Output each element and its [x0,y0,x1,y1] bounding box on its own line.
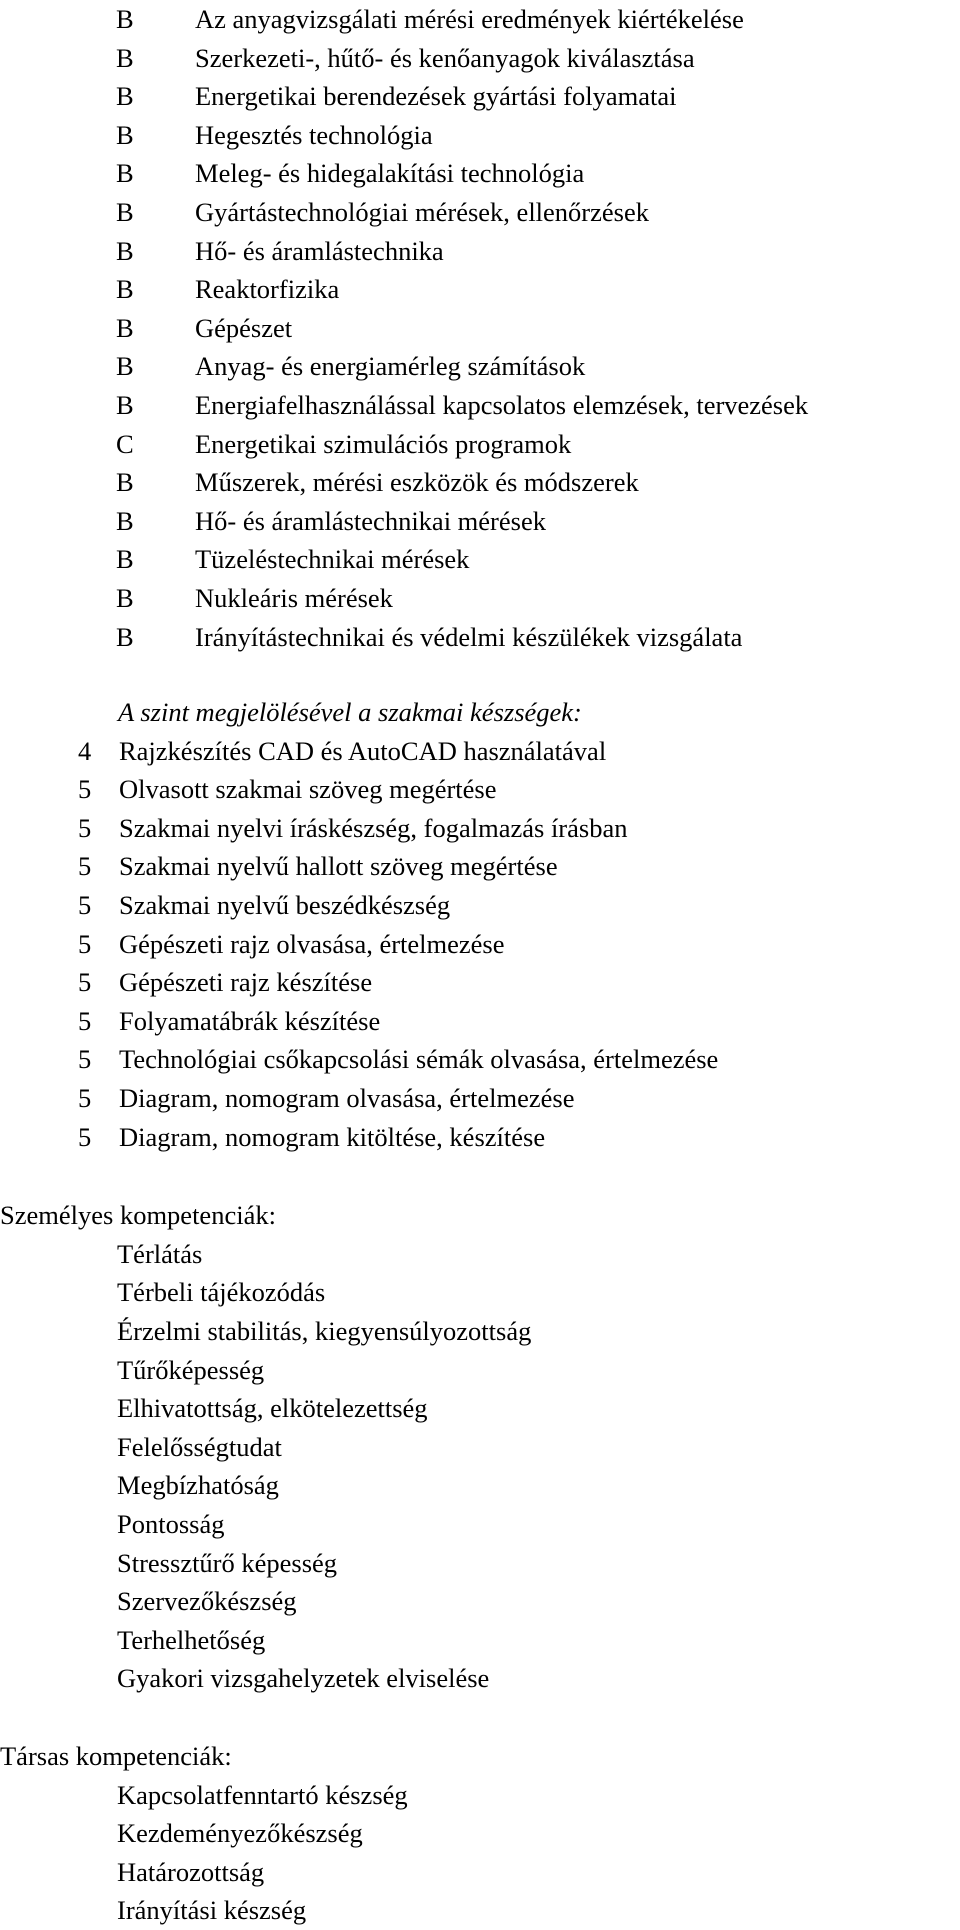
skill-label: Technológiai csőkapcsolási sémák olvasása, értelmezése [119,1044,719,1075]
knowledge-label: Irányítástechnikai és védelmi készülékek vizsgálata [195,621,743,652]
knowledge-label: Műszerek, mérési eszközök és módszerek [195,467,639,498]
knowledge-level: B [116,81,134,112]
knowledge-row [116,232,960,271]
knowledge-level: B [116,351,134,382]
skill-row [0,1040,960,1079]
knowledge-label: Energetikai szimulációs programok [195,428,572,459]
knowledge-row [116,270,960,309]
skill-level: 5 [78,890,92,921]
skill-level: 5 [78,967,92,998]
skill-row [0,770,960,809]
knowledge-level: B [116,467,134,498]
personal-competence-item: Megbízhatóság [117,1470,279,1501]
knowledge-level: C [116,428,134,459]
knowledge-label: Meleg- és hidegalakítási technológia [195,158,585,189]
personal-competence-item: Szervezőkészség [117,1586,297,1617]
social-competence-item: Irányítási készség [117,1895,307,1926]
personal-competence-item: Elhivatottság, elkötelezettség [117,1393,428,1424]
skill-label: Folyamatábrák készítése [119,1005,381,1036]
skill-row [0,1079,960,1118]
knowledge-label: Hegesztés technológia [195,119,433,150]
personal-competence-item: Tűrőképesség [117,1354,265,1385]
social-competence-item: Határozottság [117,1856,265,1887]
knowledge-list [116,0,960,656]
skill-label: Gépészeti rajz olvasása, értelmezése [119,928,505,959]
knowledge-label: Anyag- és energiamérleg számítások [195,351,586,382]
knowledge-level: B [116,389,134,420]
skill-level: 5 [78,851,92,882]
skill-label: Gépészeti rajz készítése [119,967,373,998]
personal-competences-heading: Személyes kompetenciák: [0,1200,276,1231]
knowledge-level: B [116,42,134,73]
knowledge-label: Energetikai berendezések gyártási folyamatai [195,81,677,112]
skill-label: Olvasott szakmai szöveg megértése [119,774,497,805]
social-competence-item: Kezdeményezőkészség [117,1818,363,1849]
knowledge-level: B [116,196,134,227]
knowledge-label: Hő- és áramlástechnikai mérések [195,505,546,536]
skills-heading: A szint megjelölésével a szakmai készségek: [118,697,582,728]
knowledge-row [116,579,960,618]
knowledge-row [116,386,960,425]
knowledge-level: B [116,505,134,536]
skill-label: Szakmai nyelvi íráskészség, fogalmazás írásban [119,812,628,843]
knowledge-level: B [116,4,134,34]
social-competences-heading: Társas kompetenciák: [0,1740,232,1771]
knowledge-row [116,618,960,657]
knowledge-label: Energiafelhasználással kapcsolatos elemzések, tervezések [195,389,809,420]
knowledge-label: Gépészet [195,312,293,343]
knowledge-row [116,116,960,155]
skill-level: 5 [78,1083,92,1114]
skill-level: 5 [78,812,92,843]
skill-level: 5 [78,928,92,959]
personal-competence-item: Érzelmi stabilitás, kiegyensúlyozottság [117,1316,532,1346]
skill-label: Diagram, nomogram kitöltése, készítése [119,1121,546,1152]
skill-label: Diagram, nomogram olvasása, értelmezése [119,1083,575,1114]
personal-competence-item: Felelősségtudat [117,1431,282,1462]
knowledge-row [116,309,960,348]
personal-competence-item: Pontosság [117,1508,225,1539]
knowledge-row [116,193,960,232]
knowledge-level: B [116,582,134,613]
personal-competence-item: Terhelhetőség [117,1624,266,1655]
knowledge-level: B [116,544,134,575]
knowledge-label: Hő- és áramlástechnika [195,235,444,266]
knowledge-label: Reaktorfizika [195,274,340,305]
knowledge-row [116,77,960,116]
knowledge-level: B [116,621,134,652]
personal-competence-item: Gyakori vizsgahelyzetek elviselése [117,1663,490,1694]
skill-level: 5 [78,1005,92,1036]
social-competence-item: Kapcsolatfenntartó készség [117,1779,408,1810]
skill-row [0,1002,960,1041]
skill-level: 4 [78,735,92,766]
knowledge-row [116,540,960,579]
skill-row [0,963,960,1002]
knowledge-row [116,502,960,541]
personal-competence-item: Térbeli tájékozódás [117,1277,326,1308]
personal-competence-item: Térlátás [117,1238,203,1269]
personal-competence-item: Stressztűrő képesség [117,1547,338,1578]
skill-level: 5 [78,1044,92,1075]
knowledge-label: Szerkezeti-, hűtő- és kenőanyagok kiválasztása [195,42,695,73]
knowledge-row [116,425,960,464]
skill-row [0,732,960,771]
knowledge-label: Az anyagvizsgálati mérési eredmények kiértékelése [195,4,744,34]
knowledge-level: B [116,312,134,343]
skill-level: 5 [78,1121,92,1152]
knowledge-row [116,0,960,39]
skill-row [0,925,960,964]
knowledge-row [116,347,960,386]
knowledge-row [116,39,960,78]
knowledge-row [116,154,960,193]
skill-row [0,886,960,925]
professional-skills-section [0,693,960,1156]
knowledge-label: Tüzeléstechnikai mérések [195,544,470,575]
skill-label: Rajzkészítés CAD és AutoCAD használatával [119,735,607,766]
skill-label: Szakmai nyelvű hallott szöveg megértése [119,851,558,882]
skill-row [0,847,960,886]
knowledge-level: B [116,235,134,266]
social-competences-section [0,1737,960,1930]
personal-competences-section [0,1196,960,1698]
knowledge-row [116,463,960,502]
knowledge-label: Nukleáris mérések [195,582,393,613]
knowledge-level: B [116,119,134,150]
knowledge-level: B [116,274,134,305]
knowledge-label: Gyártástechnológiai mérések, ellenőrzések [195,196,649,227]
skill-label: Szakmai nyelvű beszédkészség [119,890,451,921]
skill-row [0,809,960,848]
knowledge-level: B [116,158,134,189]
skill-row [0,1118,960,1157]
skill-level: 5 [78,774,92,805]
